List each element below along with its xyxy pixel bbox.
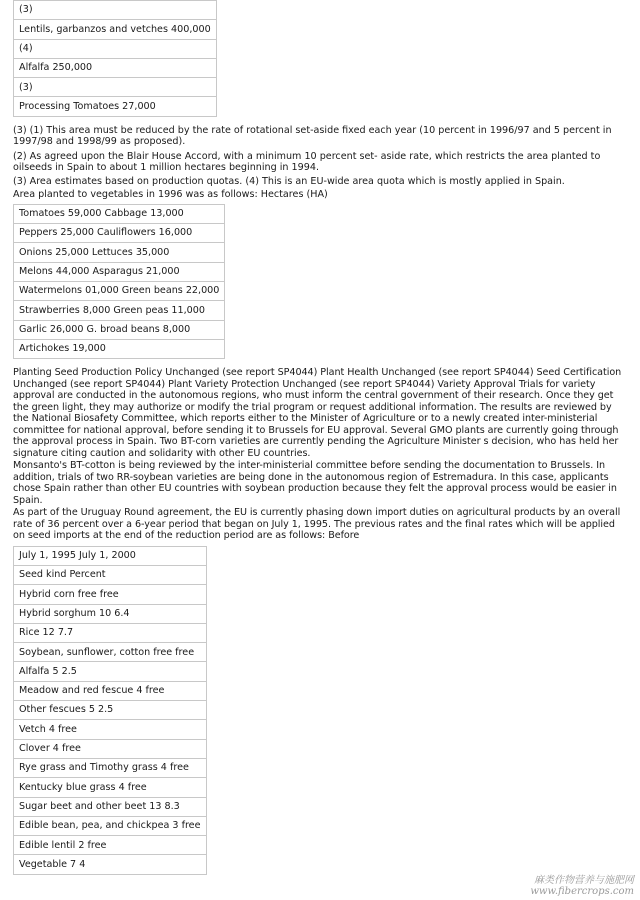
table-row	[14, 20, 217, 39]
table-cell: (3)	[14, 78, 217, 97]
table-row	[14, 778, 207, 797]
watermark-chinese: 麻类作物营养与施肥网	[534, 875, 634, 886]
document-page	[13, 0, 628, 875]
table-cell: Onions 25,000 Lettuces 35,000	[14, 243, 225, 262]
footnote-2: (2) As agreed upon the Blair House Accord, with a minimum 10 percent set- aside rate, which restricts the area planted to oilseeds in Spain to about 1 million hectares beginning in 1994.	[13, 150, 601, 174]
footnote-3: (3) Area estimates based on production quotas. (4) This is an EU-wide area quota which is mostly applied in Spain.	[13, 175, 565, 187]
import-duties-table	[13, 546, 207, 875]
table-cell: Tomatoes 59,000 Cabbage 13,000	[14, 204, 225, 223]
uruguay-round-paragraph: As part of the Uruguay Round agreement, the EU is currently phasing down import duties on agricultural products by an overall rate of 36 percent over a 6-year period that began on July 1, 1995. The previous rates and the final rates which will be applied on seed imports at the end of the reduction period are as follows: Before	[13, 507, 621, 542]
table-row	[14, 243, 225, 262]
table-cell: Soybean, sunflower, cotton free free	[14, 643, 207, 662]
watermark-url: www.fibercrops.com	[530, 886, 634, 897]
table-row	[14, 262, 225, 281]
table-row	[14, 1, 217, 20]
table-cell: (3)	[14, 1, 217, 20]
table-row	[14, 643, 207, 662]
table-cell: Hybrid sorghum 10 6.4	[14, 604, 207, 623]
table-cell: Alfalfa 5 2.5	[14, 662, 207, 681]
table-cell: Peppers 25,000 Cauliflowers 16,000	[14, 224, 225, 243]
table-row	[14, 662, 207, 681]
table-row	[14, 739, 207, 758]
table-cell: Processing Tomatoes 27,000	[14, 97, 217, 116]
table-cell: Edible bean, pea, and chickpea 3 free	[14, 816, 207, 835]
bt-cotton-paragraph: Monsanto's BT-cotton is being reviewed by the inter-ministerial committee before sending the documentation to Brussels. In addition, trials of two RR-soybean varieties are being done in the autonomous region of Estremadura. In this case, applicants chose Spain rather than other EU countries with soybean production because they felt the approval process would be easier in Spain.	[13, 460, 617, 506]
table-row	[14, 78, 217, 97]
table-cell: Seed kind Percent	[14, 565, 207, 584]
table-cell: Meadow and red fescue 4 free	[14, 681, 207, 700]
table-row	[14, 816, 207, 835]
crop-area-table	[13, 0, 217, 117]
table-row	[14, 623, 207, 642]
table-row	[14, 797, 207, 816]
table-row	[14, 565, 207, 584]
table-row	[14, 39, 217, 58]
table-row	[14, 701, 207, 720]
table-cell: Edible lentil 2 free	[14, 836, 207, 855]
table-row	[14, 855, 207, 874]
table-row	[14, 604, 207, 623]
table-cell: Rice 12 7.7	[14, 623, 207, 642]
table-cell: Rye grass and Timothy grass 4 free	[14, 758, 207, 777]
site-watermark	[530, 875, 634, 897]
table-row	[14, 546, 207, 565]
table-cell: Vegetable 7 4	[14, 855, 207, 874]
table-cell: July 1, 1995 July 1, 2000	[14, 546, 207, 565]
vegetables-intro: Area planted to vegetables in 1996 was as follows: Hectares (HA)	[13, 189, 328, 201]
vegetables-table	[13, 204, 225, 359]
table-row	[14, 301, 225, 320]
table-row	[14, 758, 207, 777]
seed-policy-paragraph: Planting Seed Production Policy Unchanged (see report SP4044) Plant Health Unchanged (see report SP4044) Seed Certification Unchanged (see report SP4044) Plant Variety Protection Unchanged (see report SP4044) Variety Approval Trials for variety approval are conducted in the autonomous regions, who must inform the central government of their research. Once they get the green light, they may authorize or modify the trial program or request additional information. The results are reviewed by the National Biosafety Committee, which reports either to the Minister of Agriculture or to a newly created inter-ministerial committee for national approval, before sending it to Brussels for EU approval. Several GMO plants are currently going through the approval process in Spain. Two BT-corn varieties are currently pending the Agriculture Minister s decision, who has held her signature citing caution and solidarity with other EU countries.	[13, 367, 622, 459]
table-row	[14, 720, 207, 739]
table-row	[14, 281, 225, 300]
table-row	[14, 681, 207, 700]
table-cell: Artichokes 19,000	[14, 339, 225, 358]
footnote-1: (3) (1) This area must be reduced by the rate of rotational set-aside fixed each year (10 percent in 1996/97 and 5 percent in 1997/98 and 1998/99 as proposed).	[13, 124, 612, 148]
table-cell: Other fescues 5 2.5	[14, 701, 207, 720]
table-cell: Watermelons 01,000 Green beans 22,000	[14, 281, 225, 300]
table-cell: Lentils, garbanzos and vetches 400,000	[14, 20, 217, 39]
table-row	[14, 320, 225, 339]
table-row	[14, 585, 207, 604]
table-row	[14, 204, 225, 223]
table-cell: Melons 44,000 Asparagus 21,000	[14, 262, 225, 281]
table-row	[14, 58, 217, 77]
table-cell: Garlic 26,000 G. broad beans 8,000	[14, 320, 225, 339]
table-row	[14, 836, 207, 855]
table-cell: Sugar beet and other beet 13 8.3	[14, 797, 207, 816]
table-cell: Hybrid corn free free	[14, 585, 207, 604]
table-cell: Kentucky blue grass 4 free	[14, 778, 207, 797]
table-cell: Strawberries 8,000 Green peas 11,000	[14, 301, 225, 320]
table-cell: Clover 4 free	[14, 739, 207, 758]
table-cell: (4)	[14, 39, 217, 58]
table-row	[14, 97, 217, 116]
table-cell: Alfalfa 250,000	[14, 58, 217, 77]
table-row	[14, 224, 225, 243]
table-row	[14, 339, 225, 358]
table-cell: Vetch 4 free	[14, 720, 207, 739]
